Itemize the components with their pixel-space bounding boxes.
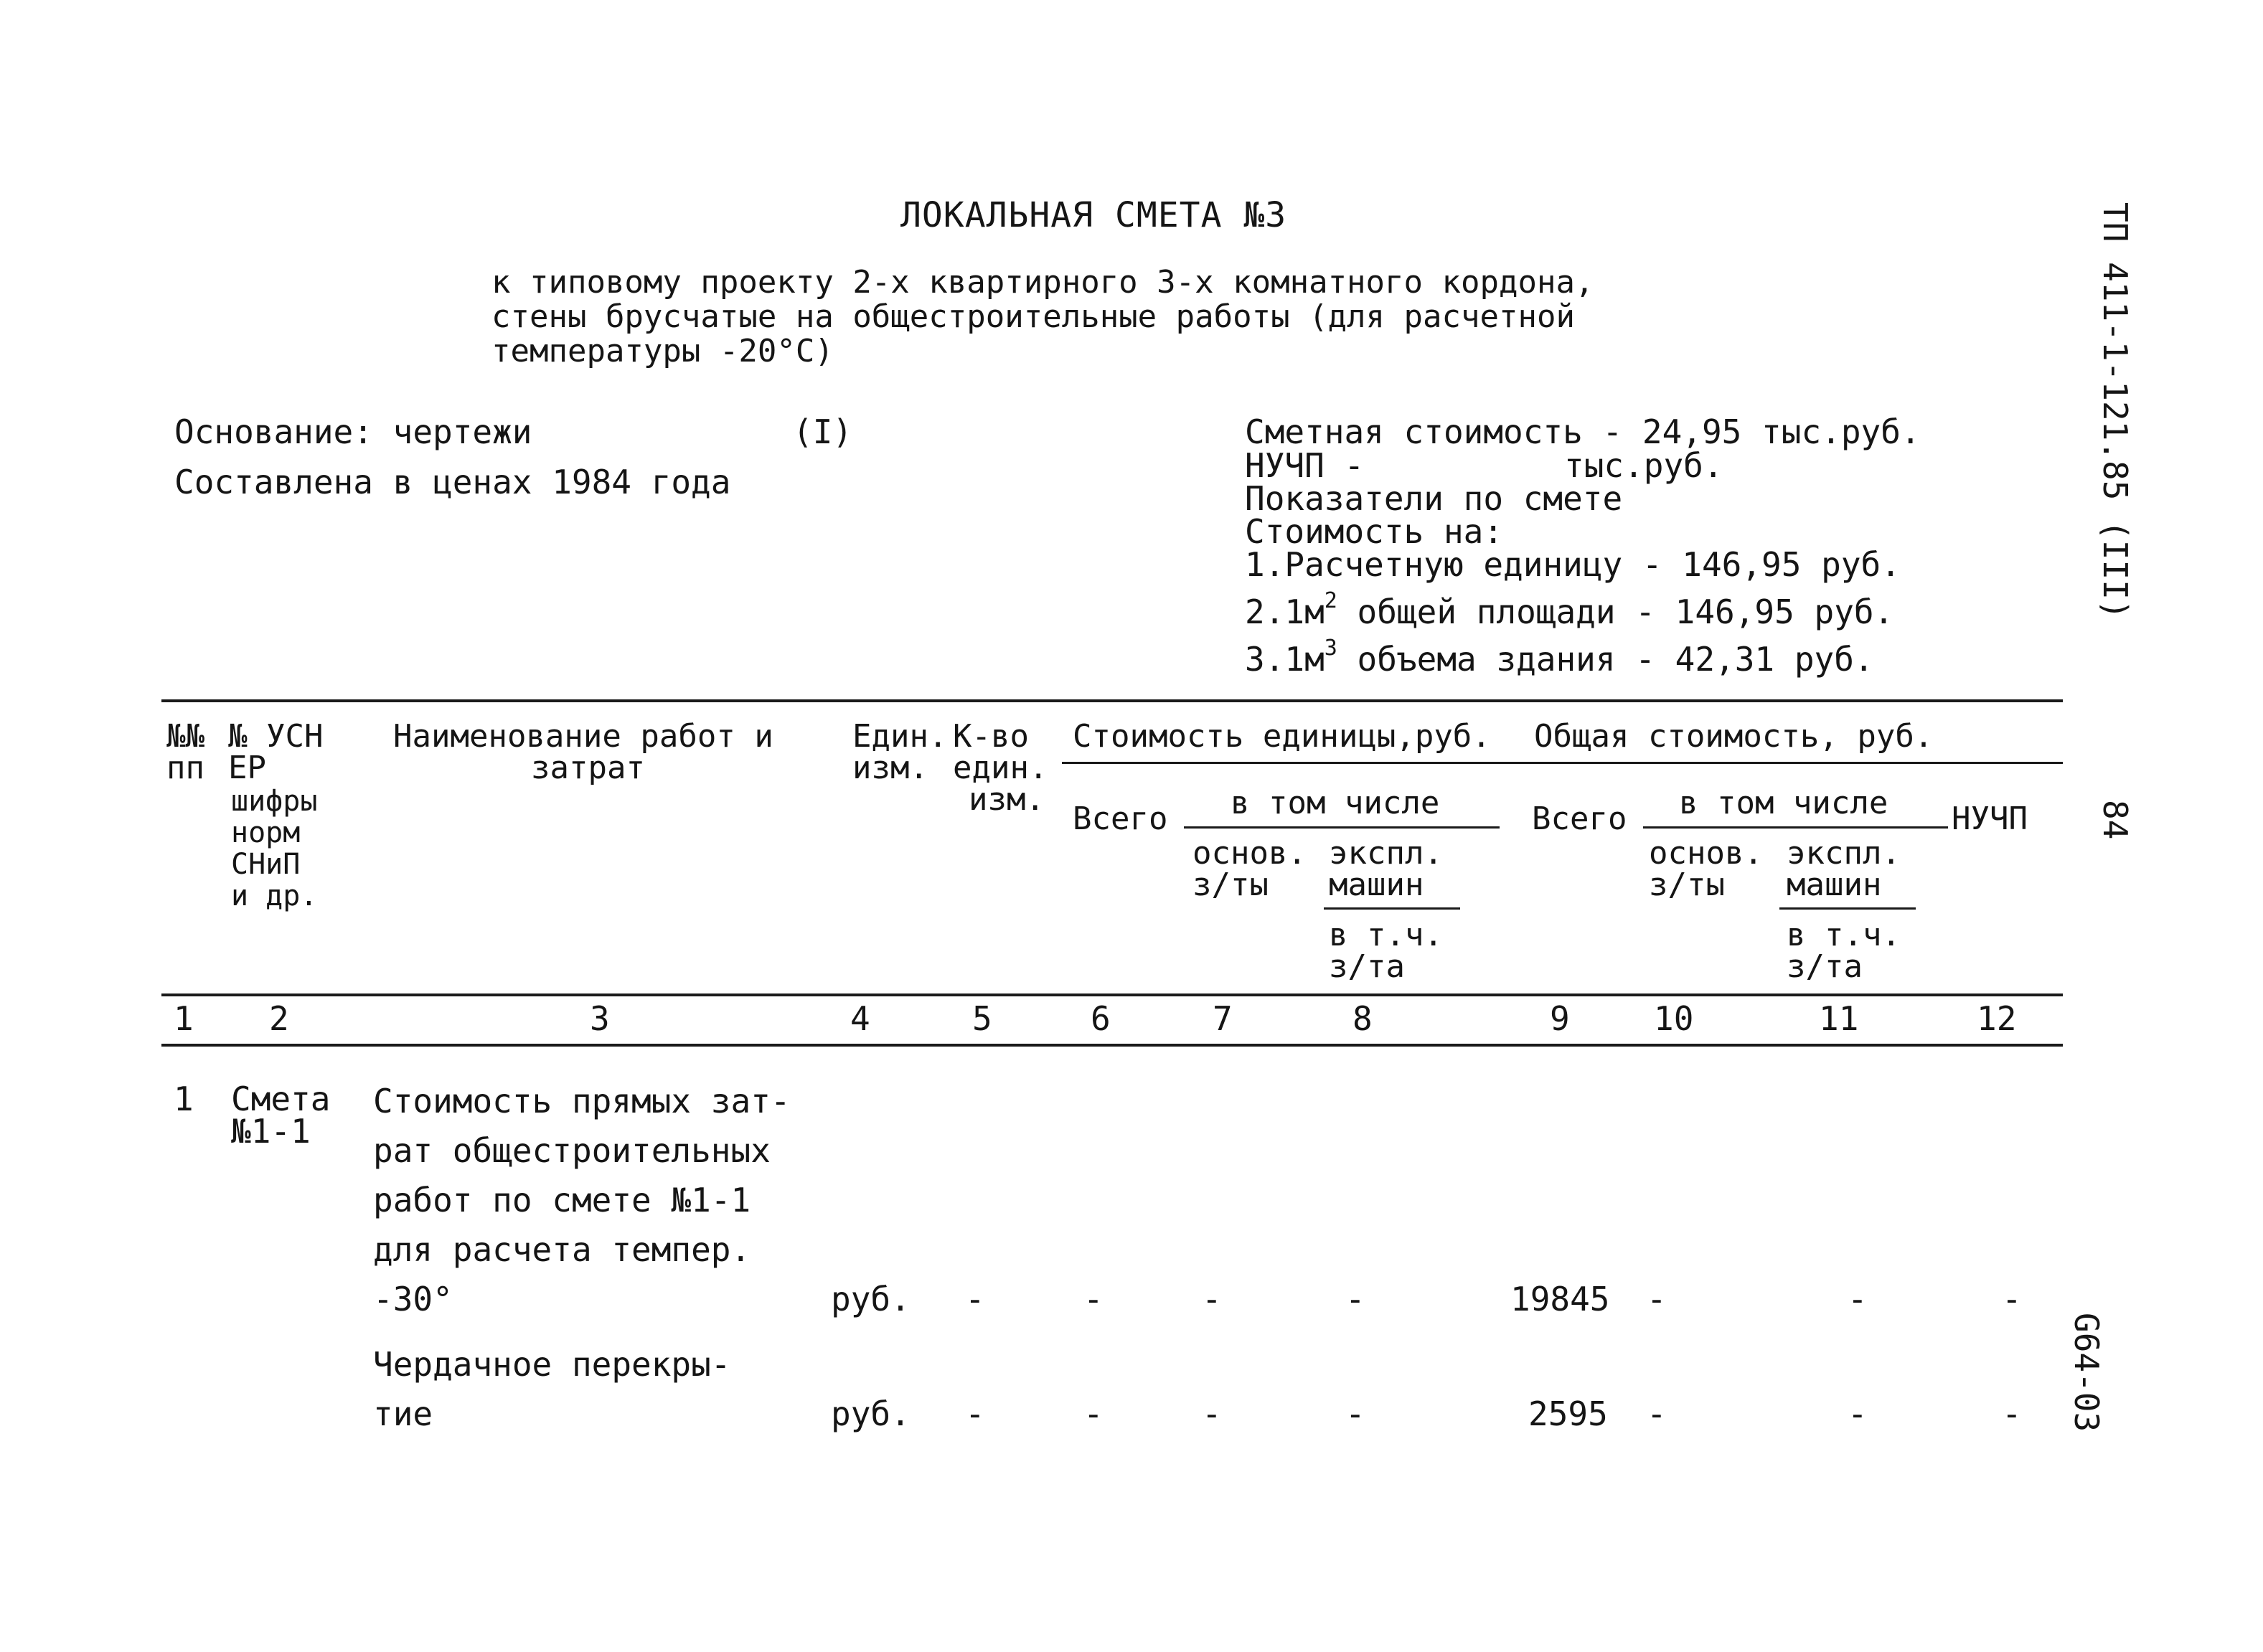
- header-total-including: в том числе: [1679, 785, 1888, 821]
- header-col2-line2: ЕР: [228, 750, 266, 786]
- header-nuchp: НУЧП: [1952, 801, 2028, 837]
- indicators-heading: Показатели по смете: [1245, 479, 1623, 518]
- header-col1-line2: пп: [166, 750, 204, 786]
- row1-unit-machines: -: [1345, 1280, 1365, 1318]
- row1-name-line1: Стоимость прямых зат-: [373, 1082, 791, 1120]
- page-number: 84: [2096, 800, 2135, 840]
- header-col5-line2: един.: [953, 750, 1048, 786]
- row2-name-line1: Чердачное перекры-: [373, 1345, 731, 1384]
- unit-machines-rule: [1324, 907, 1460, 910]
- column-numbers-rule: [161, 1044, 2063, 1047]
- row1-code-line2: №1-1: [231, 1112, 311, 1151]
- header-unit-machines-2: машин: [1329, 867, 1424, 903]
- row1-code-line1: Смета: [231, 1080, 331, 1118]
- header-col2-line1: № УСН: [228, 718, 324, 755]
- col-number-1: 1: [174, 999, 194, 1038]
- header-col4-line1: Един.: [852, 718, 948, 755]
- header-unit-including: в том числе: [1231, 785, 1440, 821]
- indicator-1: 1.Расчетную единицу - 146,95 руб.: [1245, 545, 1901, 584]
- row1-unit: руб.: [831, 1280, 911, 1318]
- row1-name-line5: -30°: [373, 1280, 453, 1318]
- row2-nuchp: -: [2002, 1394, 2022, 1433]
- header-bottom-rule: [161, 993, 2063, 996]
- row1-unit-base-wages: -: [1202, 1280, 1222, 1318]
- document-title: ЛОКАЛЬНАЯ СМЕТА №3: [900, 195, 1287, 235]
- row1-total-machines: -: [1848, 1280, 1868, 1318]
- prices-year: Составлена в ценах 1984 года: [174, 463, 731, 501]
- header-unit-cost: Стоимость единицы,руб.: [1073, 718, 1491, 755]
- basis-label: Основание: чертежи: [174, 412, 532, 451]
- header-cost-rule: [1062, 762, 2063, 764]
- col-number-7: 7: [1213, 999, 1233, 1038]
- header-col5-line1: К-во: [953, 718, 1029, 755]
- col-number-10: 10: [1654, 999, 1694, 1038]
- total-machines-rule: [1779, 907, 1916, 910]
- header-col3-line2: затрат: [531, 750, 645, 786]
- row1-name-line4: для расчета темпер.: [373, 1230, 751, 1269]
- row2-total: 2595: [1528, 1394, 1608, 1433]
- row1-name-line3: работ по смете №1-1: [373, 1181, 751, 1219]
- header-col1-line1: №№: [166, 718, 204, 755]
- header-total-incl-wages-1: в т.ч.: [1787, 917, 1901, 953]
- indicator-2: $2.1м^2$ общей площади - 146,95 руб.: [1245, 588, 1894, 631]
- unit-including-rule: [1184, 826, 1500, 829]
- row2-unit-total: -: [1083, 1394, 1104, 1433]
- col-number-8: 8: [1352, 999, 1373, 1038]
- header-total-machines-2: машин: [1787, 867, 1882, 903]
- header-col2-line5: СНиП: [231, 848, 301, 881]
- row1-number: 1: [174, 1080, 194, 1118]
- subtitle-line-2: стены брусчатые на общестроительные работы (для расчетной: [491, 298, 1575, 335]
- subtitle-line-1: к типовому проекту 2-х квартирного 3-х комнатного кордона,: [491, 264, 1594, 301]
- col-number-3: 3: [590, 999, 610, 1038]
- nuchp-unit: тыс.руб.: [1564, 446, 1723, 485]
- header-unit-total: Всего: [1073, 801, 1168, 837]
- header-total-base-wages-1: основ.: [1649, 835, 1763, 872]
- header-unit-machines-1: экспл.: [1329, 835, 1443, 872]
- row2-total-machines: -: [1848, 1394, 1868, 1433]
- header-total-base-wages-2: з/ты: [1649, 867, 1725, 903]
- indicator-3: $3.1м^3$ объема здания - 42,31 руб.: [1245, 636, 1874, 679]
- row2-unit-machines: -: [1345, 1394, 1365, 1433]
- row2-qty: -: [965, 1394, 985, 1433]
- row2-unit-base-wages: -: [1202, 1394, 1222, 1433]
- header-col3-line1: Наименование работ и: [393, 718, 773, 755]
- row2-name-line2: тие: [373, 1394, 433, 1433]
- table-top-rule: [161, 699, 2063, 702]
- estimated-cost: Сметная стоимость - 24,95 тыс.руб.: [1245, 412, 1921, 451]
- header-unit-base-wages-1: основ.: [1192, 835, 1307, 872]
- row1-nuchp: -: [2002, 1280, 2022, 1318]
- col-number-12: 12: [1977, 999, 2017, 1038]
- row2-total-base-wages: -: [1647, 1394, 1667, 1433]
- header-unit-incl-wages-1: в т.ч.: [1329, 917, 1443, 953]
- side-project-code: ТП 411-1-121.85 (III): [2096, 202, 2135, 620]
- header-col4-line2: изм.: [852, 750, 928, 786]
- header-unit-incl-wages-2: з/та: [1329, 948, 1405, 985]
- col-number-9: 9: [1550, 999, 1570, 1038]
- row1-total: 19845: [1510, 1280, 1610, 1318]
- header-col2-line6: и др.: [231, 879, 318, 912]
- total-including-rule: [1643, 826, 1948, 829]
- nuchp-label: НУЧП -: [1245, 446, 1365, 485]
- col-number-4: 4: [850, 999, 870, 1038]
- header-col5-line3: изм.: [969, 781, 1045, 818]
- col-number-11: 11: [1819, 999, 1859, 1038]
- header-col2-line3: шифры: [231, 785, 318, 818]
- row1-total-base-wages: -: [1647, 1280, 1667, 1318]
- subtitle-line-3: температуры -20°С): [491, 333, 834, 369]
- header-total-cost: Общая стоимость, руб.: [1534, 718, 1934, 755]
- cost-on-label: Стоимость на:: [1245, 512, 1504, 551]
- row1-qty: -: [965, 1280, 985, 1318]
- basis-ref: (I): [793, 412, 853, 451]
- col-number-2: 2: [269, 999, 289, 1038]
- header-unit-base-wages-2: з/ты: [1192, 867, 1269, 903]
- header-total-total: Всего: [1532, 801, 1627, 837]
- row2-unit: руб.: [831, 1394, 911, 1433]
- header-total-machines-1: экспл.: [1787, 835, 1901, 872]
- header-col2-line4: норм: [231, 816, 301, 849]
- col-number-5: 5: [972, 999, 992, 1038]
- col-number-6: 6: [1091, 999, 1111, 1038]
- document-code: G64-03: [2067, 1313, 2106, 1432]
- row1-name-line2: рат общестроительных: [373, 1131, 771, 1170]
- header-total-incl-wages-2: з/та: [1787, 948, 1863, 985]
- row1-unit-total: -: [1083, 1280, 1104, 1318]
